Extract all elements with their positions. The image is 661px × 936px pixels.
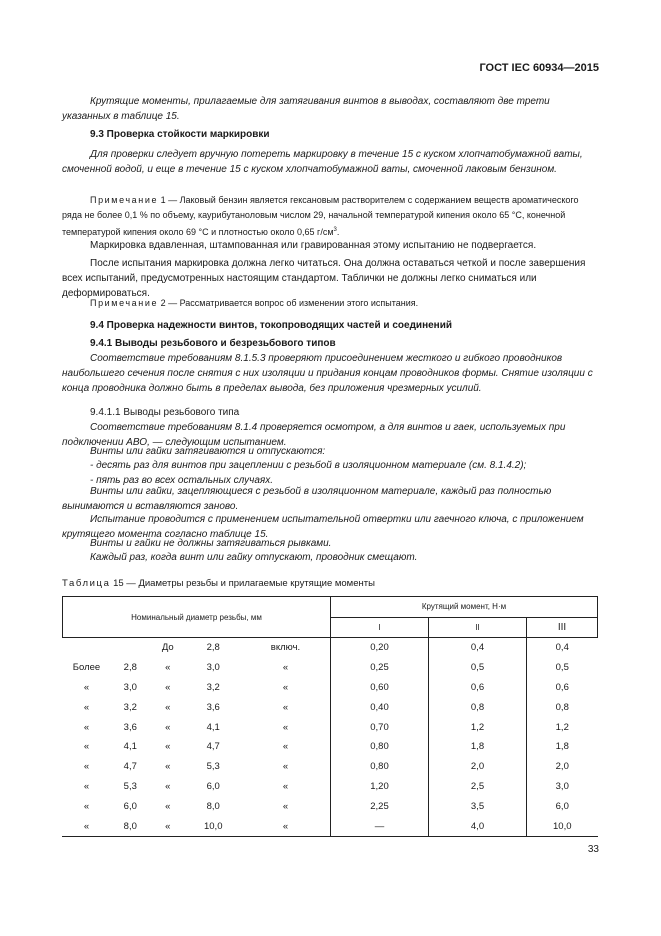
table-cell: 3,6 <box>123 721 137 733</box>
section-9-4-1-1-title: 9.4.1.1 Выводы резьбового типа <box>90 407 240 418</box>
note-1 <box>62 193 599 240</box>
table-caption <box>62 576 599 591</box>
table-cell: 0,6 <box>555 681 569 693</box>
bullet-ten-times: - десять раз для винтов при зацеплении с резьбой в изоляционном материале (см. 8.1.4.2); <box>90 460 527 471</box>
table-row <box>63 717 598 737</box>
table-cell: « <box>282 681 289 693</box>
table-row <box>63 816 598 836</box>
table-cell: « <box>83 820 90 832</box>
table-cell: 0,70 <box>331 717 429 737</box>
table-cell: 0,4 <box>555 642 569 654</box>
table-row <box>63 658 598 678</box>
table-cell: « <box>282 820 289 832</box>
table-cell: До <box>161 642 174 654</box>
header-col-ii: II <box>429 617 527 638</box>
note-2 <box>62 296 599 311</box>
table-row <box>63 638 598 658</box>
table-cell: « <box>282 662 289 674</box>
paragraph-test-tool: Испытание проводится с применением испытательной отвертки или гаечного ключа, с приложением крутящего момента согласно таблице 15. <box>62 514 584 540</box>
table-cell: 10,0 <box>553 820 572 832</box>
paragraph-embossed-marking: Маркировка вдавленная, штампованная или гравированная этому испытанию не подвергается. <box>90 240 537 251</box>
table-cell <box>111 638 151 658</box>
table-cell: 5,3 <box>123 780 137 792</box>
table-cell: 3,0 <box>206 662 220 674</box>
table-cell: 3,5 <box>429 796 527 816</box>
table-cell: 4,7 <box>123 761 137 773</box>
table-cell: 3,6 <box>206 701 220 713</box>
table-cell: « <box>282 721 289 733</box>
table-row <box>63 697 598 717</box>
note-2-label: Примечание <box>90 298 159 308</box>
table-row <box>63 678 598 698</box>
table-cell: 3,2 <box>206 681 220 693</box>
paragraph-screws-tightened: Винты или гайки затягиваются и отпускаются: <box>90 446 326 457</box>
note-1-sup: 3 <box>333 227 337 233</box>
table-cell <box>63 638 111 658</box>
table-body <box>63 638 598 836</box>
table-cell: 3,2 <box>123 701 137 713</box>
table-cell: « <box>165 681 171 693</box>
table-cell: « <box>165 761 171 773</box>
header-torque: Крутящий момент, Н·м <box>331 597 598 618</box>
table-cell: 2,8 <box>123 662 137 674</box>
header-thread-diameter: Номинальный диаметр резьбы, мм <box>63 597 331 638</box>
table-cell: « <box>165 780 171 792</box>
table-cell: 0,80 <box>331 737 429 757</box>
table-cell: 0,60 <box>331 678 429 698</box>
paragraph-conductor-connection: Соответствие требованиям 8.1.5.3 проверяют присоединением жесткого и гибкого проводников наибольшего сечения после снятия с них изоляции и придания концам проводников формы. Снятие изоляции с конца проводника должно быть в пределах вывода, без приложения чрезмерных усилий. <box>62 353 593 394</box>
table-cell: 6,0 <box>206 780 220 792</box>
table-cell: 0,6 <box>429 678 527 698</box>
table-cell: 0,80 <box>331 757 429 777</box>
table-cell: 6,0 <box>123 800 137 812</box>
table-cell: « <box>83 701 90 713</box>
table-cell: 8,0 <box>206 800 220 812</box>
table-cell: 0,20 <box>331 638 429 658</box>
table-cell: 1,2 <box>555 721 569 733</box>
paragraph-no-jerks: Винты и гайки не должны затягиваться рывками. <box>90 538 332 549</box>
table-cell: « <box>282 780 289 792</box>
table-cell: « <box>83 721 90 733</box>
table-cell: « <box>83 761 90 773</box>
table-caption-label: Таблица <box>62 578 111 589</box>
table-cell: 2,5 <box>429 777 527 797</box>
header-col-iii: III <box>527 617 598 638</box>
table-cell: 6,0 <box>555 800 569 812</box>
table-cell: 3,0 <box>123 681 137 693</box>
table-caption-text: 15 — Диаметры резьбы и прилагаемые крутящие моменты <box>110 578 375 589</box>
table-cell: 0,4 <box>429 638 527 658</box>
table-cell: — <box>331 816 429 836</box>
paragraph-conductor-moved: Каждый раз, когда винт или гайку отпускают, проводник смещают. <box>90 552 418 563</box>
table-cell: « <box>83 681 90 693</box>
table-cell: 4,1 <box>206 721 220 733</box>
table-cell: « <box>282 761 289 773</box>
table-cell: 2,8 <box>206 642 220 654</box>
paragraph-removed-reinserted: Винты или гайки, зацепляющиеся с резьбой в изоляционном материале, каждый раз полностью вынимаются и вставляются заново. <box>62 486 552 512</box>
table-cell: « <box>165 721 171 733</box>
bullet-five-times: - пять раз во всех остальных случаях. <box>90 475 274 486</box>
table-cell: 0,8 <box>429 697 527 717</box>
table-cell: 1,8 <box>429 737 527 757</box>
table-cell: 2,0 <box>429 757 527 777</box>
table-row <box>63 777 598 797</box>
note-1-label: Примечание <box>90 195 159 205</box>
table-row <box>63 796 598 816</box>
document-header: ГОСТ IEC 60934—2015 <box>479 62 599 74</box>
table-cell: « <box>83 800 90 812</box>
table-cell: 2,0 <box>555 761 569 773</box>
note-1-text: 1 — Лаковый бензин является гексановым растворителем с содержанием веществ ароматического ряда не более 0,1 % по объему, каурибутаноловым числом 29, начальной температурой кипения около 65 °С, конечной температурой кипения около 69 °С и плотностью около 0,65 г/см <box>62 195 579 237</box>
page-number: 33 <box>587 844 599 855</box>
table-bottom-rule <box>62 836 598 837</box>
table-cell: Более <box>72 662 101 674</box>
table-cell: включ. <box>270 642 301 654</box>
section-9-4-title: 9.4 Проверка надежности винтов, токопроводящих частей и соединений <box>90 320 453 331</box>
table-cell: 5,3 <box>206 761 220 773</box>
table-cell: « <box>165 662 171 674</box>
table-cell: 1,8 <box>555 741 569 753</box>
paragraph-torque-note: Крутящие моменты, прилагаемые для затягивания винтов в выводах, составляют две трети указанных в таблице 15. <box>62 96 550 122</box>
note-1-end: . <box>336 227 340 237</box>
table-cell: « <box>165 701 171 713</box>
paragraph-inspection: Соответствие требованиям 8.1.4 проверяется осмотром, а для винтов и гаек, используемых при подключении АВО, — следующим испытанием. <box>62 422 566 448</box>
table-cell: 0,8 <box>555 701 569 713</box>
table-row <box>63 757 598 777</box>
table-cell: 2,25 <box>331 796 429 816</box>
table-cell: 10,0 <box>203 820 223 832</box>
table-cell: 0,40 <box>331 697 429 717</box>
table-cell: 4,7 <box>206 741 220 753</box>
header-col-i: I <box>331 617 429 638</box>
section-9-3-title: 9.3 Проверка стойкости маркировки <box>90 129 270 140</box>
table-cell: « <box>165 800 171 812</box>
table-cell: « <box>282 800 289 812</box>
paragraph-marking-test: Для проверки следует вручную потереть маркировку в течение 15 с куском хлопчатобумажной ваты, смоченной водой, и еще в течение 15 с куском хлопчатобумажной ваты, смоченной лаковым бензином. <box>62 149 583 175</box>
paragraph-after-test: После испытания маркировка должна легко читаться. Она должна оставаться четкой и после завершения всех испытаний, предусмотренных настоящим стандартом. Таблички не должны легко сниматься или деформироваться. <box>62 258 586 299</box>
table-cell: « <box>83 780 90 792</box>
table-cell: 4,1 <box>123 741 137 753</box>
table-cell: « <box>83 741 90 753</box>
table-cell: 0,25 <box>331 658 429 678</box>
table-cell: 1,20 <box>331 777 429 797</box>
note-2-text: 2 — Рассматривается вопрос об изменении этого испытания. <box>158 298 419 308</box>
table-cell: « <box>165 820 171 832</box>
table-cell: 0,5 <box>429 658 527 678</box>
table-cell: 3,0 <box>555 780 569 792</box>
table-cell: « <box>282 701 289 713</box>
torque-table <box>62 596 598 836</box>
table-cell: 1,2 <box>429 717 527 737</box>
table-cell: 8,0 <box>123 820 137 832</box>
table-cell: « <box>165 741 171 753</box>
table-cell: « <box>282 741 289 753</box>
table-cell: 4,0 <box>429 816 527 836</box>
table-cell: 0,5 <box>555 662 569 674</box>
table-row <box>63 737 598 757</box>
section-9-4-1-title: 9.4.1 Выводы резьбового и безрезьбового типов <box>90 338 336 349</box>
